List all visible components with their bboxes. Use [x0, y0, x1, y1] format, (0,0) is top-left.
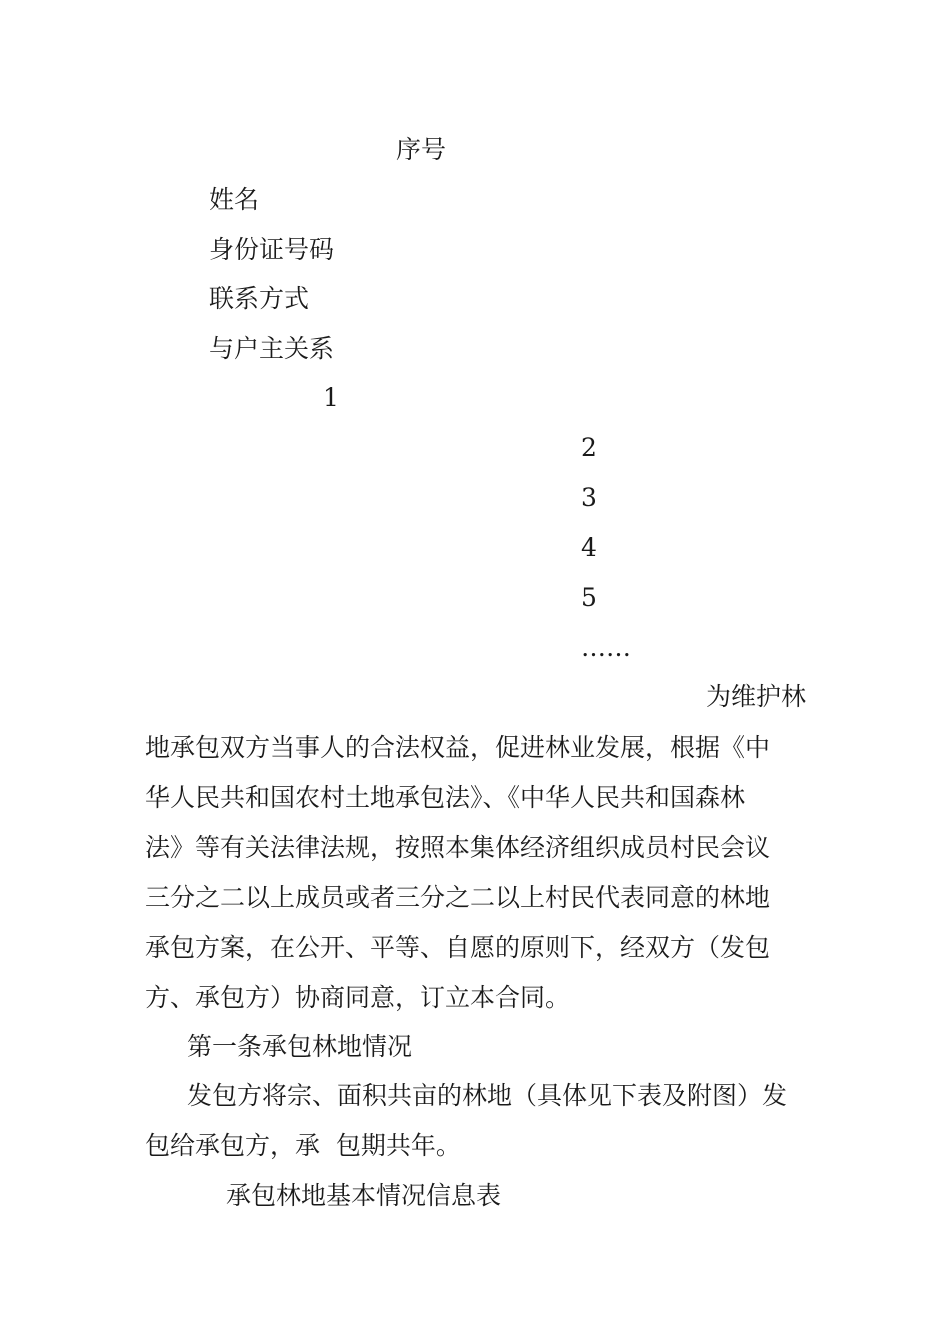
row-number-4: 4: [581, 533, 597, 562]
row-number-3: 3: [581, 483, 597, 512]
preamble-line: 方、承包方）协商同意，订立本合同。: [145, 983, 571, 1012]
article-1-body-line1: 发包方将宗、面积共亩的林地（具体见下表及附图）发: [187, 1081, 788, 1110]
row-number-2: 2: [581, 433, 597, 462]
preamble-first-line: 为维护林: [705, 682, 806, 711]
column-id-number: 身份证号码: [209, 235, 335, 264]
row-ellipsis: ……: [581, 633, 631, 662]
preamble-line: 三分之二以上成员或者三分之二以上村民代表同意的林地: [145, 883, 771, 912]
preamble-paragraph: [145, 723, 808, 1023]
row-number-1: 1: [323, 383, 339, 412]
preamble-line: 地承包双方当事人的合法权益，促进林业发展，根据《中: [145, 733, 771, 762]
article-1-body-line2: 包给承包方，承 包期共年。: [145, 1131, 461, 1160]
column-relation: 与户主关系: [209, 334, 335, 363]
table-title: 承包林地基本情况信息表: [226, 1181, 502, 1210]
column-name: 姓名: [209, 185, 260, 214]
preamble-line: 承包方案，在公开、平等、自愿的原则下，经双方（发包: [145, 933, 771, 962]
article-1-heading: 第一条承包林地情况: [187, 1032, 413, 1061]
seq-header: 序号: [396, 135, 447, 164]
column-contact: 联系方式: [209, 284, 310, 313]
preamble-line: 华人民共和国农村土地承包法》、《中华人民共和国森林: [145, 783, 746, 812]
preamble-line: 法》等有关法律法规，按照本集体经济组织成员村民会议: [145, 833, 771, 862]
row-number-5: 5: [581, 583, 597, 612]
